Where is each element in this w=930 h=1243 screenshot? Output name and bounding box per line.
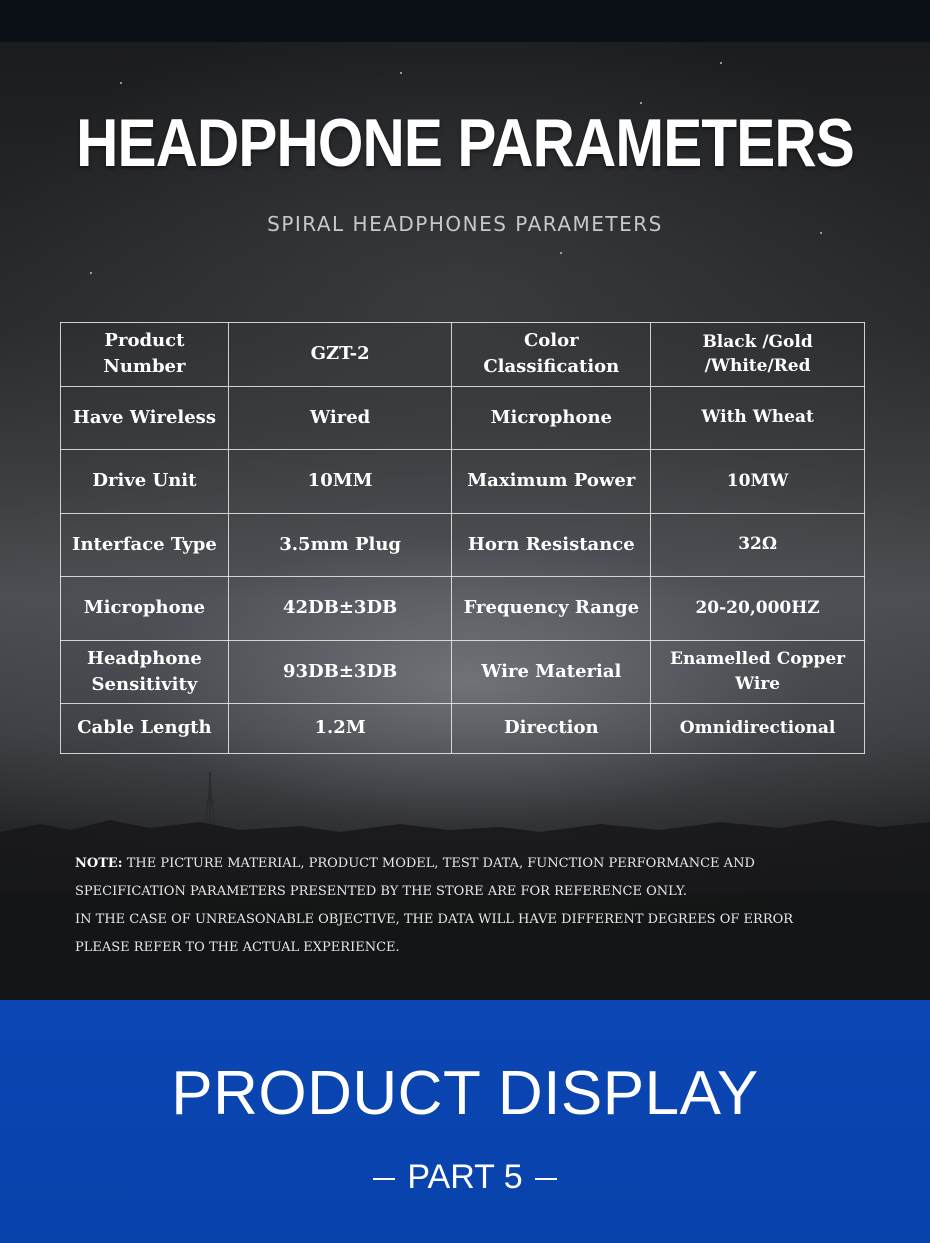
param-value: Omnidirectional (651, 704, 865, 754)
table-row (61, 386, 865, 450)
param-label: Headphone Sensitivity (61, 640, 229, 704)
disclaimer-note (75, 850, 855, 962)
param-value: Wired (228, 386, 452, 450)
table-row (61, 577, 865, 641)
param-label: Maximum Power (452, 450, 651, 514)
param-value: 10MW (651, 450, 865, 514)
param-value: GZT-2 (228, 323, 452, 387)
param-label: Microphone (61, 577, 229, 641)
param-value: 10MM (228, 450, 452, 514)
page-title: HEADPHONE PARAMETERS (76, 105, 854, 181)
param-value: 93DB±3DB (228, 640, 452, 704)
param-label: Product Number (61, 323, 229, 387)
table-row (61, 704, 865, 754)
page-subtitle: SPIRAL HEADPHONES PARAMETERS (267, 212, 663, 236)
note-line: PLEASE REFER TO THE ACTUAL EXPERIENCE. (75, 940, 400, 955)
param-label: Cable Length (61, 704, 229, 754)
param-value: 3.5mm Plug (228, 513, 452, 577)
param-value: 20-20,000HZ (651, 577, 865, 641)
star (560, 252, 562, 254)
param-value: 42DB±3DB (228, 577, 452, 641)
note-line: IN THE CASE OF UNREASONABLE OBJECTIVE, THE DATA WILL HAVE DIFFERENT DEGREES OF ERROR (75, 912, 794, 927)
top-strip (0, 0, 930, 42)
param-value: 1.2M (228, 704, 452, 754)
param-label: Horn Resistance (452, 513, 651, 577)
param-value: With Wheat (651, 386, 865, 450)
hero-background (0, 42, 930, 1000)
note-line (75, 850, 855, 878)
note-text: THE PICTURE MATERIAL, PRODUCT MODEL, TEST DATA, FUNCTION PERFORMANCE AND (126, 856, 755, 871)
star (120, 82, 122, 84)
product-display-banner (0, 1000, 930, 1243)
param-value: 32Ω (651, 513, 865, 577)
param-label: Microphone (452, 386, 651, 450)
table-row (61, 640, 865, 704)
note-line: SPECIFICATION PARAMETERS PRESENTED BY THE STORE ARE FOR REFERENCE ONLY. (75, 884, 687, 899)
param-label: Color Classification (452, 323, 651, 387)
star (400, 72, 402, 74)
star (720, 62, 722, 64)
param-label: Interface Type (61, 513, 229, 577)
param-label: Drive Unit (61, 450, 229, 514)
part-label (0, 1158, 930, 1197)
param-label: Direction (452, 704, 651, 754)
star (90, 272, 92, 274)
table-row (61, 513, 865, 577)
param-label: Wire Material (452, 640, 651, 704)
parameters-table (60, 322, 865, 754)
section-title: PRODUCT DISPLAY (171, 1059, 759, 1128)
dash-icon (373, 1178, 395, 1180)
part-text: PART 5 (407, 1158, 523, 1196)
param-value: Black /Gold /White/Red (651, 323, 865, 387)
note-key: NOTE: (75, 856, 123, 871)
table-row (61, 323, 865, 387)
dash-icon (535, 1178, 557, 1180)
param-label: Frequency Range (452, 577, 651, 641)
param-label: Have Wireless (61, 386, 229, 450)
param-value: Enamelled Copper Wire (651, 640, 865, 704)
table-row (61, 450, 865, 514)
